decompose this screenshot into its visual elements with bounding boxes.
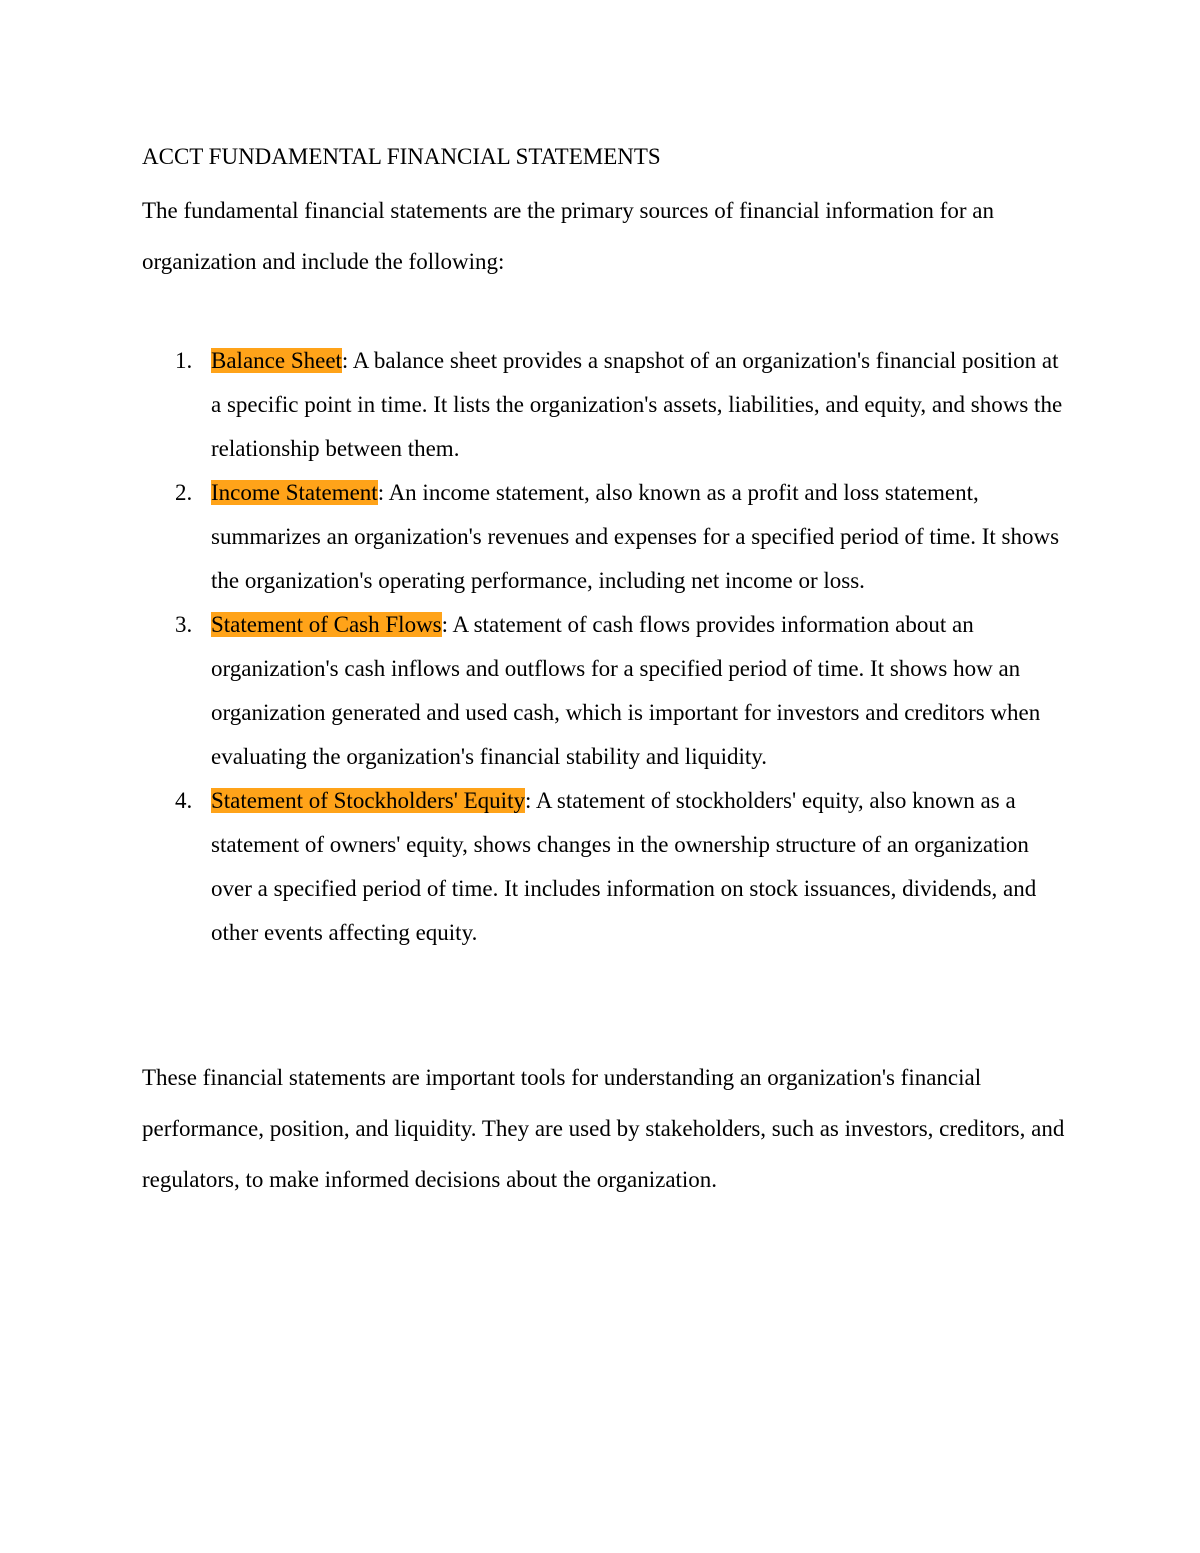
list-item (142, 603, 1072, 779)
list-item-description: : A balance sheet provides a snapshot of an organization's financial position at a specific point in time. It lists the organization's assets, liabilities, and equity, and shows the relationship between them. (211, 348, 1063, 461)
intro-paragraph: The fundamental financial statements are the primary sources of financial information for an organization and include the following: (142, 198, 994, 274)
highlighted-term: Statement of Stockholders' Equity (211, 788, 525, 813)
list-item-description: : A statement of cash flows provides information about an organization's cash inflows and outflows for a specified period of time. It shows how an organization generated and used cash, which is important for investors and creditors when evaluating the organization's financial stability and liquidity. (211, 612, 1041, 769)
statements-list (142, 339, 1072, 955)
list-item (142, 471, 1072, 603)
highlighted-term: Balance Sheet (211, 348, 342, 373)
document-title: ACCT FUNDAMENTAL FINANCIAL STATEMENTS (142, 144, 661, 169)
list-item (142, 779, 1072, 955)
highlighted-term: Income Statement (211, 480, 378, 505)
list-item-description: : An income statement, also known as a profit and loss statement, summarizes an organization's revenues and expenses for a specified period of time. It shows the organization's operating performance, including net income or loss. (211, 480, 1060, 593)
list-item-number: 2. (175, 480, 193, 505)
list-item-description: : A statement of stockholders' equity, also known as a statement of owners' equity, shows changes in the ownership structure of an organization over a specified period of time. It includes information on stock issuances, dividends, and other events affecting equity. (211, 788, 1037, 945)
highlighted-term: Statement of Cash Flows (211, 612, 442, 637)
list-item-number: 3. (175, 612, 193, 637)
list-item-number: 1. (175, 348, 193, 373)
list-item (142, 339, 1072, 471)
closing-paragraph: These financial statements are important tools for understanding an organization's financial performance, position, and liquidity. They are used by stakeholders, such as investors, creditors, and regulators, to make informed decisions about the organization. (142, 1065, 1065, 1192)
list-item-number: 4. (175, 788, 193, 813)
